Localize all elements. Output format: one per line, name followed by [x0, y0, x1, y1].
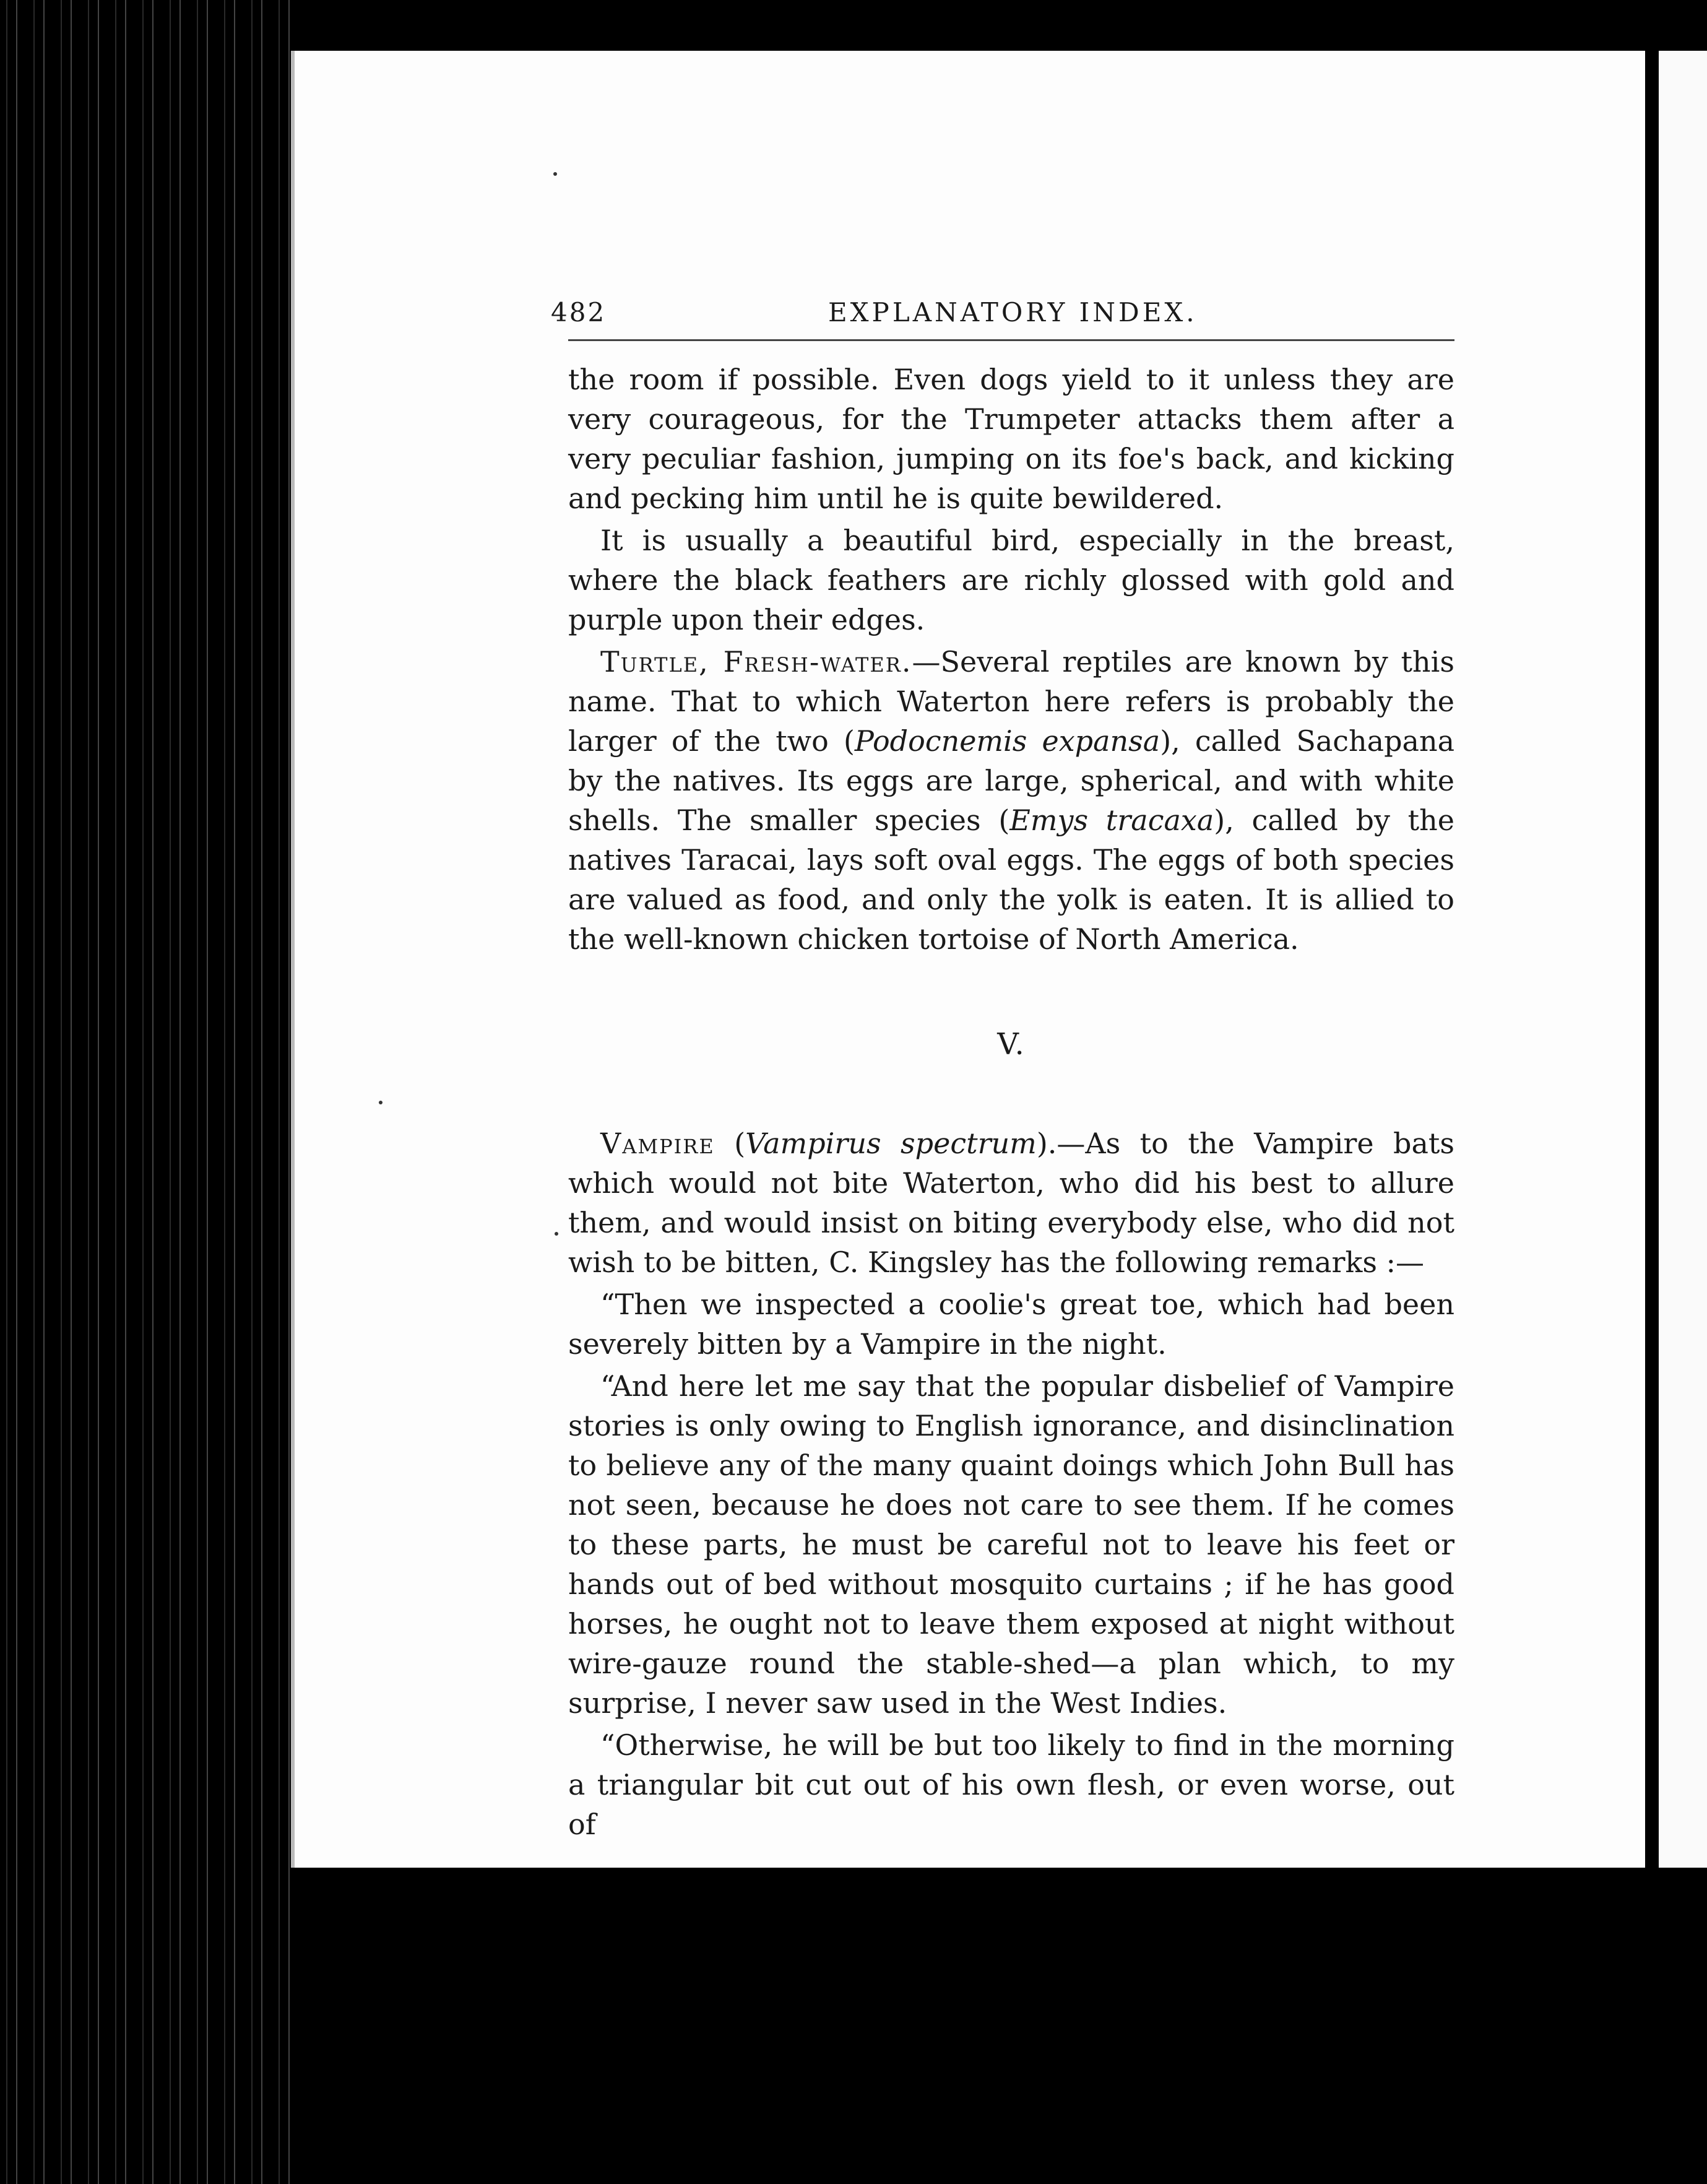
entry-text: ( — [714, 1127, 746, 1160]
entry-turtle — [568, 642, 1454, 959]
entry-text: ), called Sachapana by the natives. Its eggs are large, spherical, and with white shells. The smaller species ( — [568, 724, 1454, 837]
entry-heading-vampire: Vampire — [600, 1127, 715, 1160]
entry-text: ).—As to the Vampire bats which would not bite Waterton, who did his best to allure them, and would insist on biting everybody else, who did not wish to be bitten, C. Kingsley has the following remarks :— — [568, 1127, 1454, 1279]
entry-text: —Several reptiles are known by this name. That to which Waterton here refers is probably the larger of the two ( — [568, 645, 1454, 758]
page-number: 482 — [551, 297, 607, 327]
entry-text: ), called by the natives Taracai, lays soft oval eggs. The eggs of both species are valued as food, and only the yolk is eaten. It is allied to the well-known chicken tortoise of North America. — [568, 804, 1455, 956]
paragraph-trumpeter-1: the room if possible. Even dogs yield to it unless they are very courageous, for the Trumpeter attacks them after a very peculiar fashion, jumping on its foe's back, and kicking and pecking him until he is quite bewildered. — [568, 363, 1454, 515]
running-title: EXPLANATORY INDEX. — [828, 297, 1198, 327]
header-rule — [568, 339, 1454, 341]
entry-heading-turtle: Turtle, Fresh-water. — [600, 645, 912, 678]
speck-mark — [555, 1232, 558, 1236]
entry-vampire — [568, 1124, 1454, 1282]
book-page-edges — [0, 0, 291, 2184]
quote-paragraph-3: “Otherwise, he will be but too likely to find in the morning a triangular bit cut out of his own flesh, or even worse, out of — [568, 1728, 1454, 1841]
running-head — [551, 291, 1454, 334]
species-name: Podocnemis expansa — [854, 724, 1160, 758]
speck-mark — [553, 172, 557, 176]
quote-paragraph-1: “Then we inspected a coolie's great toe, which had been severely bitten by a Vampire in the night. — [568, 1288, 1454, 1361]
text-block — [551, 291, 1455, 1844]
quote-paragraph-2: “And here let me say that the popular disbelief of Vampire stories is only owing to English ignorance, and disinclination to believe any of the many quaint doings which John Bull has not seen, because he does not care to see them. If he comes to these parts, he must be careful not to leave his feet or hands out of bed without mosquito curtains ; if he has good horses, he ought not to leave them exposed at night without wire-gauze round the stable-shed—a plan which, to my surprise, I never saw used in the West Indies. — [568, 1369, 1454, 1720]
section-letter: V. — [997, 1027, 1026, 1062]
species-name: Emys tracaxa — [1009, 804, 1214, 837]
facing-page-edge — [1653, 51, 1707, 1868]
species-name: Vampirus spectrum — [745, 1127, 1037, 1160]
paragraph-trumpeter-2: It is usually a beautiful bird, especially in the breast, where the black feathers are richly glossed with gold and purple upon their edges. — [568, 524, 1454, 636]
speck-mark — [379, 1101, 382, 1104]
